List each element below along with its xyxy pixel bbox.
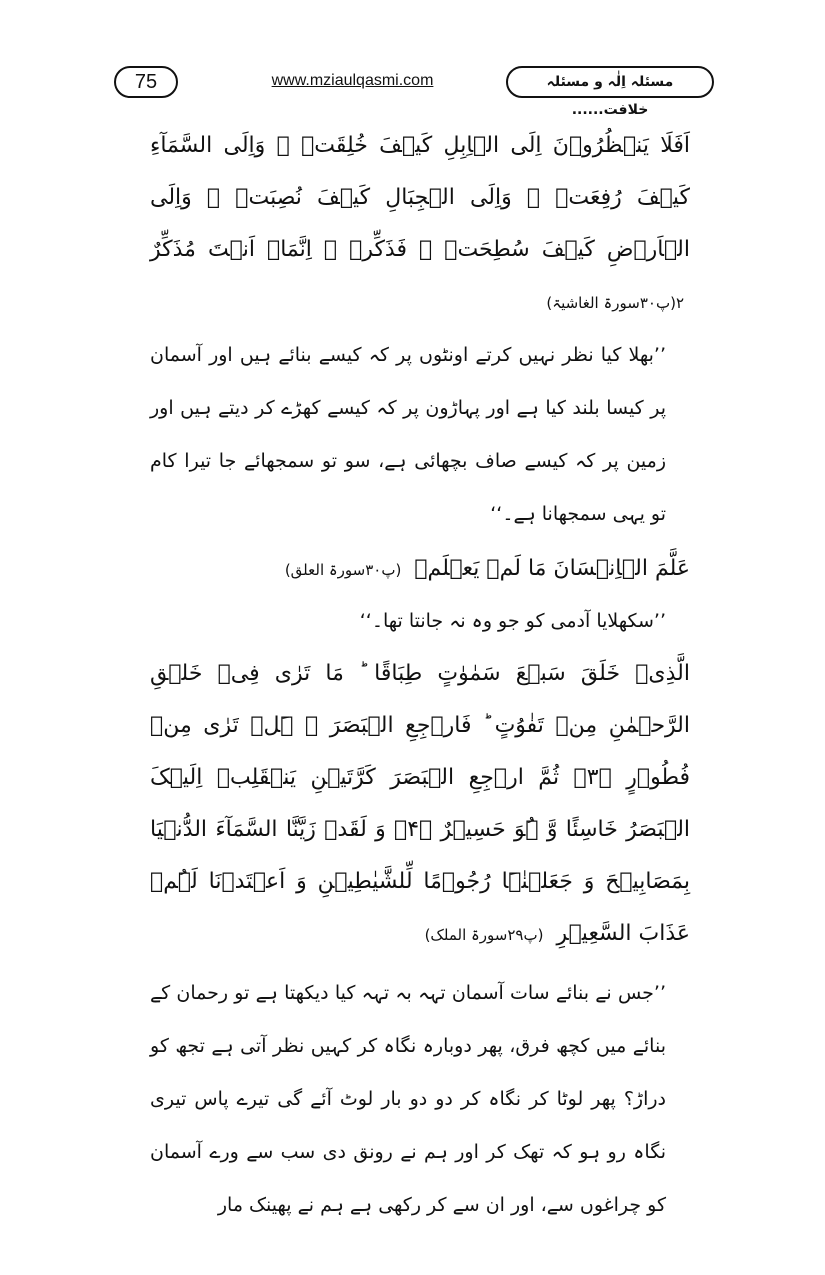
quran-verse-alaq bbox=[150, 543, 690, 596]
verse-text: عَلَّمَ الۡاِنۡسَانَ مَا لَمۡ یَعۡلَمۡ bbox=[414, 556, 690, 581]
quran-verse-ghashiya bbox=[150, 120, 690, 329]
website-link[interactable]: www.mziaulqasmi.com bbox=[271, 72, 434, 89]
urdu-translation-ghashiya: ’’بھلا کیا نظر نہیں کرتے اونٹوں پر کہ کیسے بنائے ہیں اور آسمان پر کیسا بلند کیا ہے اور پہاڑون پر کہ کیسے کھڑے کر دیتے ہیں اور زمین پر کہ کیسے صاف بچھائی ہے، سو تو سمجھائے جا تیرا کام تو یہی سمجھانا ہے۔‘‘ bbox=[150, 344, 666, 525]
book-title: مسئلہ اِلٰہ و مسئلہ خلافت...... bbox=[506, 66, 714, 98]
page-body bbox=[150, 120, 690, 1232]
quran-verse-mulk bbox=[150, 648, 690, 961]
verse-reference: ۲(پ۳۰سورۃ الغاشیۃ) bbox=[546, 294, 684, 312]
verse-reference: (پ۳۰سورۃ العلق) bbox=[284, 561, 402, 579]
page-header bbox=[0, 66, 825, 118]
urdu-translation-mulk: ’’جس نے بنائے سات آسمان تہہ بہ تہہ کیا دیکھتا ہے تو رحمان کے بنائے میں کچھ فرق، پھر دوبارہ نگاہ کر کہیں نظر آتی ہے تجھ کو دراڑ؟ پھر لوٹا کر نگاہ کر دو دو بار لوٹ آئے گی تیرے پاس تیری نگاہ رو ہو کہ تھک کر اور ہم نے رونق دی سب سے ورے آسمان کو چراغوں سے، اور ان سے کر رکھی ہے ہم نے پھینک مار bbox=[150, 982, 666, 1216]
verse-text: الَّذِیۡ خَلَقَ سَبۡعَ سَمٰوٰتٍ طِبَاقًا ؕ مَا تَرٰی فِیۡ خَلۡقِ الرَّحۡمٰنِ مِنۡ تَفٰوُتٍ ؕ فَارۡجِعِ الۡبَصَرَ ۙ ہَلۡ تَرٰی مِنۡ فُطُوۡرٍ ﴿۳﴾ ثُمَّ ارۡجِعِ الۡبَصَرَ کَرَّتَیۡنِ یَنۡقَلِبۡ اِلَیۡکَ الۡبَصَرُ خَاسِئًا وَّ ہُوَ حَسِیۡرٌ ﴿۴﴾ وَ لَقَدۡ زَیَّنَّا السَّمَآءَ الدُّنۡیَا بِمَصَابِیۡحَ وَ جَعَلۡنٰہَا رُجُوۡمًا لِّلشَّیٰطِیۡنِ وَ اَعۡتَدۡنَا لَہُمۡ عَذَابَ السَّعِیۡرِ bbox=[150, 661, 691, 946]
verse-reference: (پ۲۹سورۃ الملک) bbox=[424, 926, 544, 944]
page-number: 75 bbox=[114, 66, 178, 98]
urdu-translation-alaq: ’’سکھلایا آدمی کو جو وہ نہ جانتا تھا۔‘‘ bbox=[359, 610, 666, 632]
verse-text: اَفَلَا یَنۡظُرُوۡنَ اِلَی الۡاِبِلِ کَیۡفَ خُلِقَتۡ ۚ وَاِلَی السَّمَآءِ کَیۡفَ رُفِعَتۡ ۚ وَاِلَی الۡجِبَالِ کَیۡفَ نُصِبَتۡ ۚ وَاِلَی الۡاَرۡضِ کَیۡفَ سُطِحَتۡ ۚ فَذَکِّرۡ ۟ اِنَّمَاۤ اَنۡتَ مُذَکِّرٌ bbox=[150, 133, 690, 262]
